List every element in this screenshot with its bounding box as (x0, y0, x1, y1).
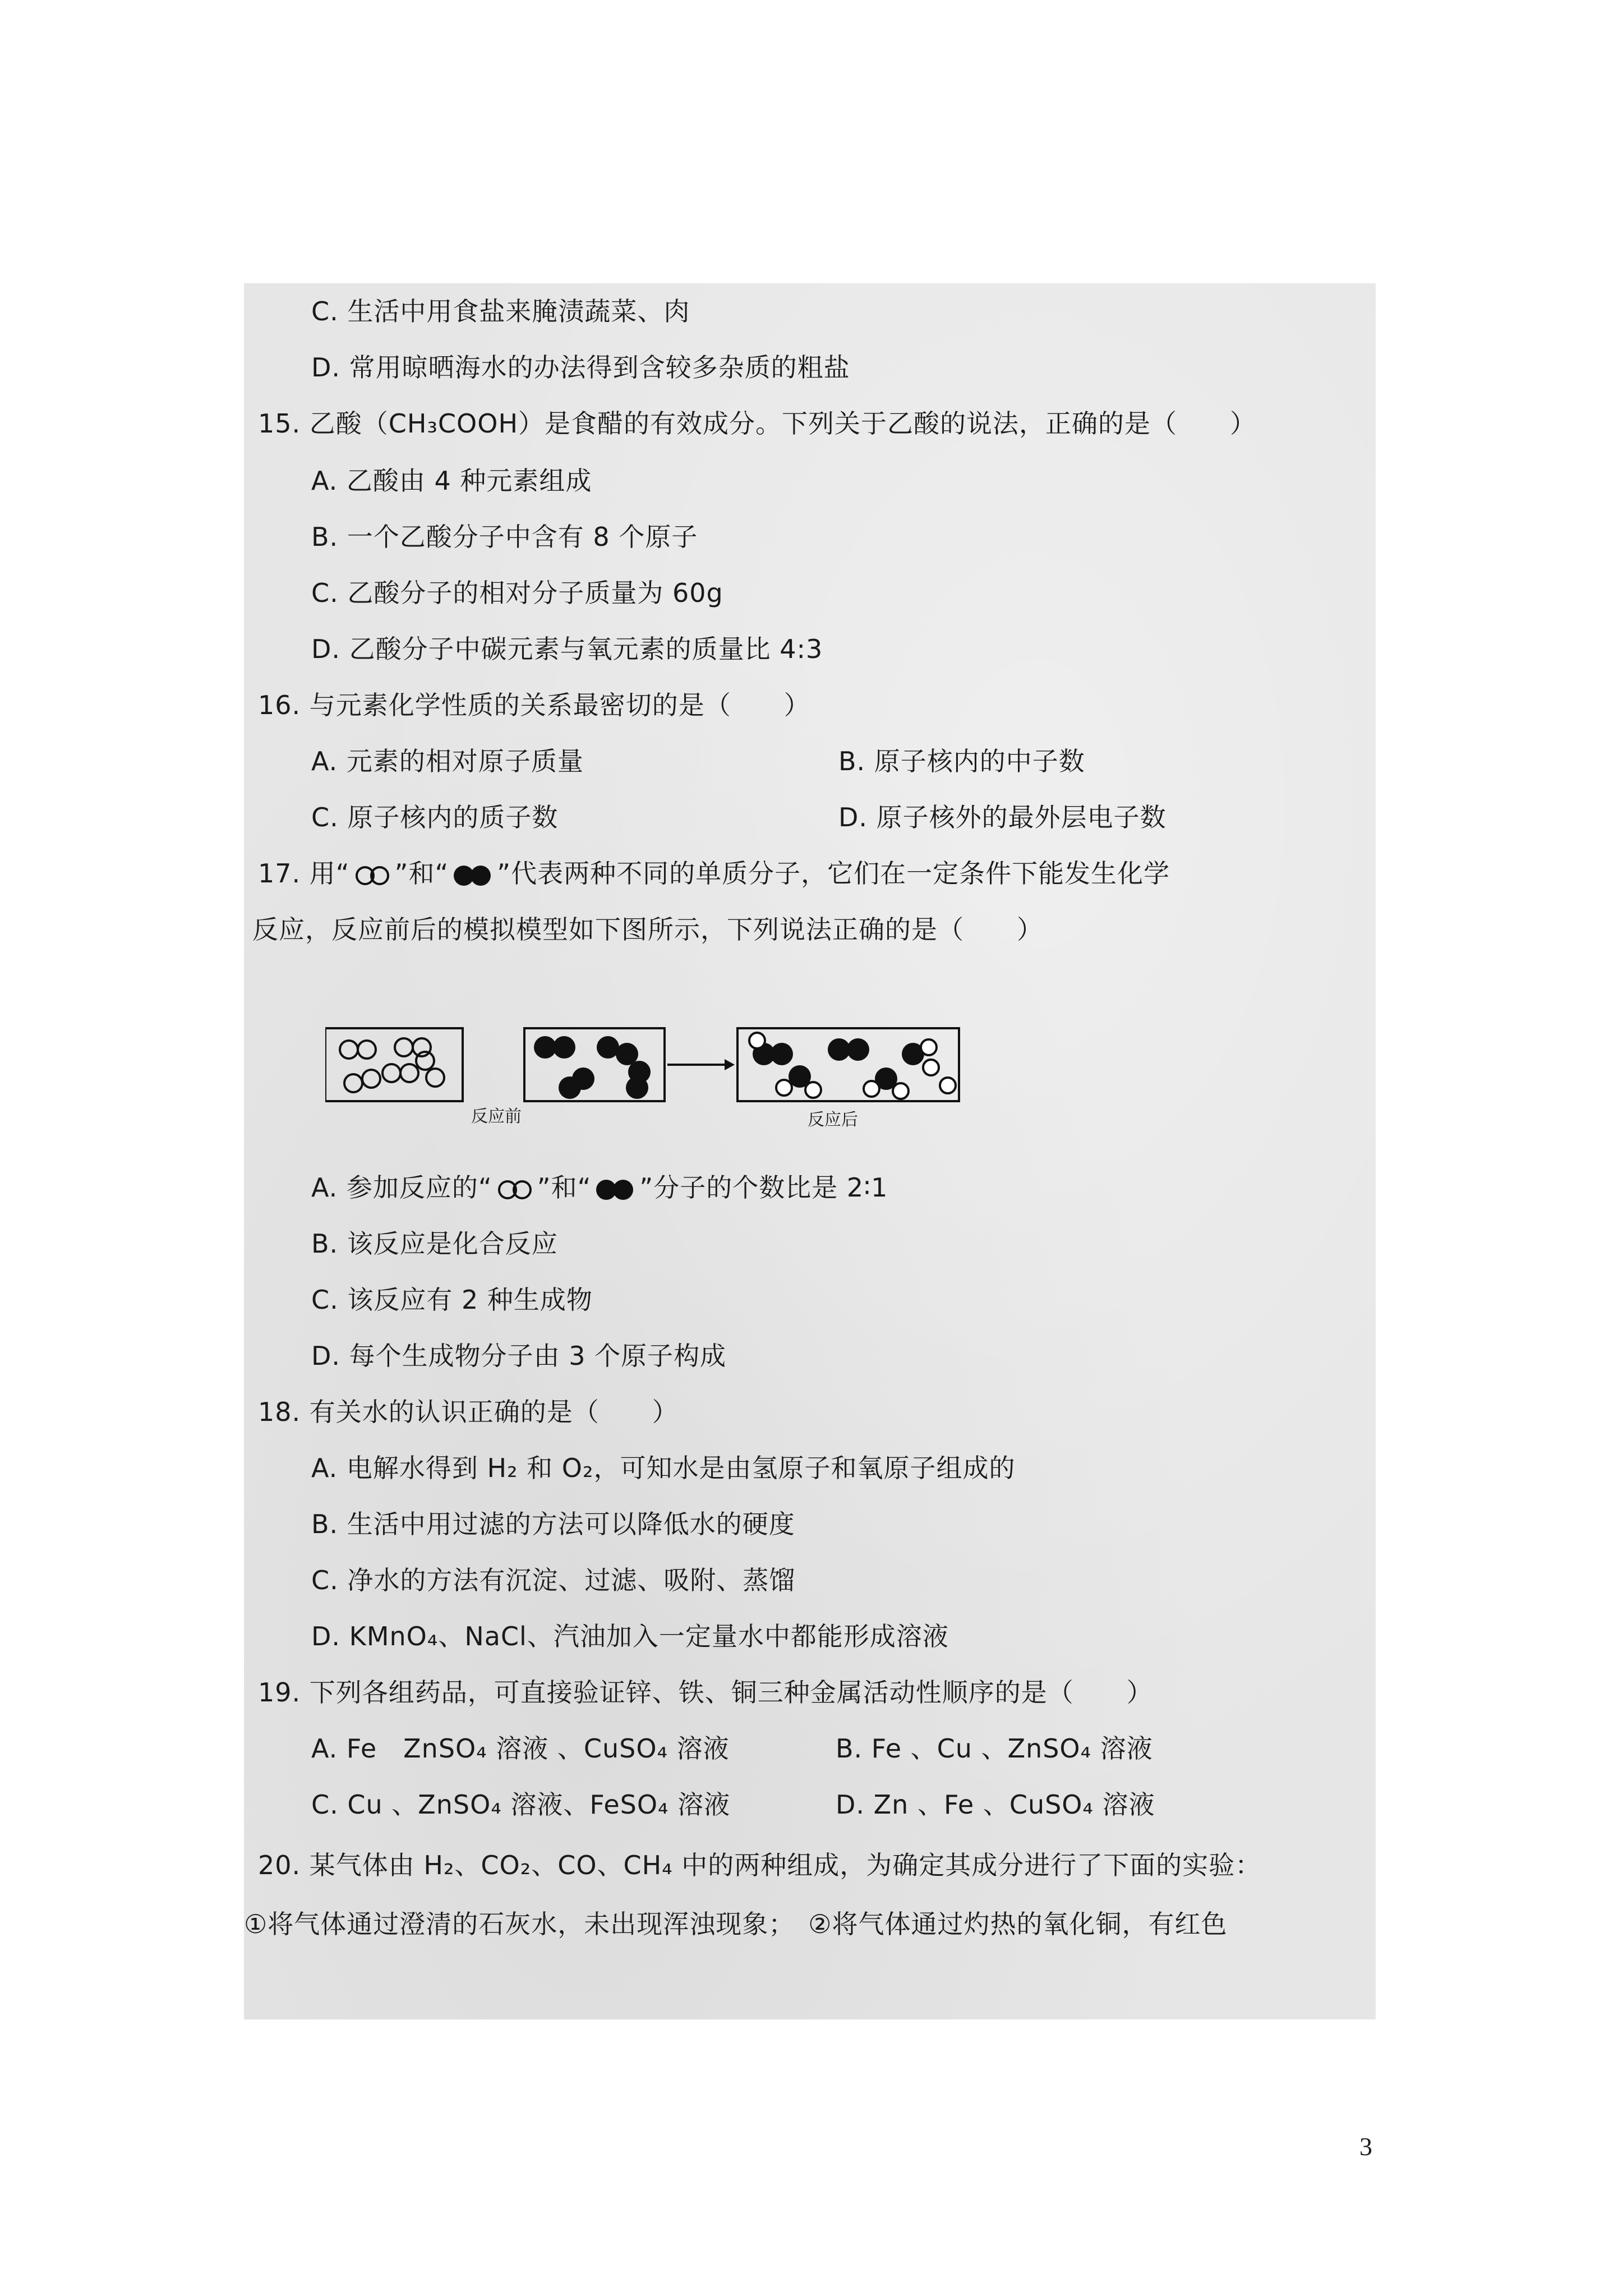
question-19-option-a: A. Fe ZnSO₄ 溶液 、CuSO₄ 溶液 (311, 1733, 730, 1764)
question-16-option-b: B. 原子核内的中子数 (838, 746, 1085, 776)
question-15-option-c: C. 乙酸分子的相对分子质量为 60g (311, 578, 723, 608)
open-circle-molecule-icon (350, 864, 395, 887)
question-19-option-b: B. Fe 、Cu 、ZnSO₄ 溶液 (836, 1733, 1153, 1764)
before-label: 反应前 (471, 1107, 522, 1126)
question-17-text-end: ”代表两种不同的单质分子，它们在一定条件下能发生化学 (497, 858, 1170, 889)
question-18-option-b: B. 生活中用过滤的方法可以降低水的硬度 (311, 1509, 795, 1539)
question-17-option-a (311, 1171, 888, 1204)
reactant-b-molecules (534, 1036, 651, 1099)
reactant-a-molecules (340, 1038, 444, 1092)
question-15-option-d: D. 乙酸分子中碳元素与氧元素的质量比 4:3 (311, 634, 823, 664)
question-15-option-a: A. 乙酸由 4 种元素组成 (311, 466, 592, 496)
option-a-text-mid: ”和“ (537, 1172, 592, 1203)
scanned-page (244, 283, 1376, 2019)
question-16-option-a: A. 元素的相对原子质量 (311, 746, 584, 776)
question-17 (258, 857, 1170, 890)
reaction-arrow (667, 1059, 735, 1070)
filled-circle-molecule-icon (449, 863, 497, 888)
question-18: 18. 有关水的认识正确的是（ ） (258, 1397, 679, 1427)
question-18-option-a: A. 电解水得到 H₂ 和 O₂，可知水是由氢原子和氧原子组成的 (311, 1453, 1016, 1483)
open-circle-molecule-icon (492, 1179, 537, 1201)
option-a-text-end: ”分子的个数比是 2∶1 (639, 1172, 888, 1203)
option-a-text-start: A. 参加反应的“ (311, 1172, 492, 1203)
page-number: 3 (1359, 2132, 1372, 2161)
question-16-option-d: D. 原子核外的最外层电子数 (838, 802, 1166, 832)
question-17-line-2: 反应，反应前后的模拟模型如下图所示，下列说法正确的是（ ） (252, 914, 1043, 945)
question-16: 16. 与元素化学性质的关系最密切的是（ ） (258, 690, 810, 720)
option-d-prev: D. 常用晾晒海水的办法得到含较多杂质的粗盐 (311, 352, 850, 383)
question-15: 15. 乙酸（CH₃COOH）是食醋的有效成分。下列关于乙酸的说法，正确的是（ ） (258, 408, 1257, 439)
reaction-model-diagram (325, 1023, 998, 1146)
question-20-step-1: ①将气体通过澄清的石灰水，未出现浑浊现象； ②将气体通过灼热的氧化铜，有红色 (244, 1909, 1228, 1939)
question-18-option-c: C. 净水的方法有沉淀、过滤、吸附、蒸馏 (311, 1565, 796, 1595)
question-20: 20. 某气体由 H₂、CO₂、CO、CH₄ 中的两种组成，为确定其成分进行了下面的实验： (258, 1850, 1262, 1880)
filled-circle-molecule-icon (591, 1177, 639, 1202)
question-16-option-c: C. 原子核内的质子数 (311, 802, 559, 832)
question-17-option-d: D. 每个生成物分子由 3 个原子构成 (311, 1341, 727, 1371)
product-molecules (749, 1033, 956, 1099)
question-15-option-b: B. 一个乙酸分子中含有 8 个原子 (311, 522, 698, 552)
question-18-option-d: D. KMnO₄、NaCl、汽油加入一定量水中都能形成溶液 (311, 1621, 949, 1651)
question-19: 19. 下列各组药品，可直接验证锌、铁、铜三种金属活动性顺序的是（ ） (258, 1677, 1153, 1708)
after-label: 反应后 (808, 1110, 858, 1130)
question-17-text-mid: ”和“ (394, 858, 449, 889)
question-19-option-d: D. Zn 、Fe 、CuSO₄ 溶液 (836, 1789, 1155, 1820)
option-c-prev: C. 生活中用食盐来腌渍蔬菜、肉 (311, 296, 690, 326)
question-19-option-c: C. Cu 、ZnSO₄ 溶液、FeSO₄ 溶液 (311, 1789, 731, 1820)
question-17-text-start: 17. 用“ (258, 858, 350, 889)
question-17-option-b: B. 该反应是化合反应 (311, 1228, 558, 1259)
reaction-model-svg (325, 1023, 998, 1124)
question-17-option-c: C. 该反应有 2 种生成物 (311, 1285, 593, 1315)
